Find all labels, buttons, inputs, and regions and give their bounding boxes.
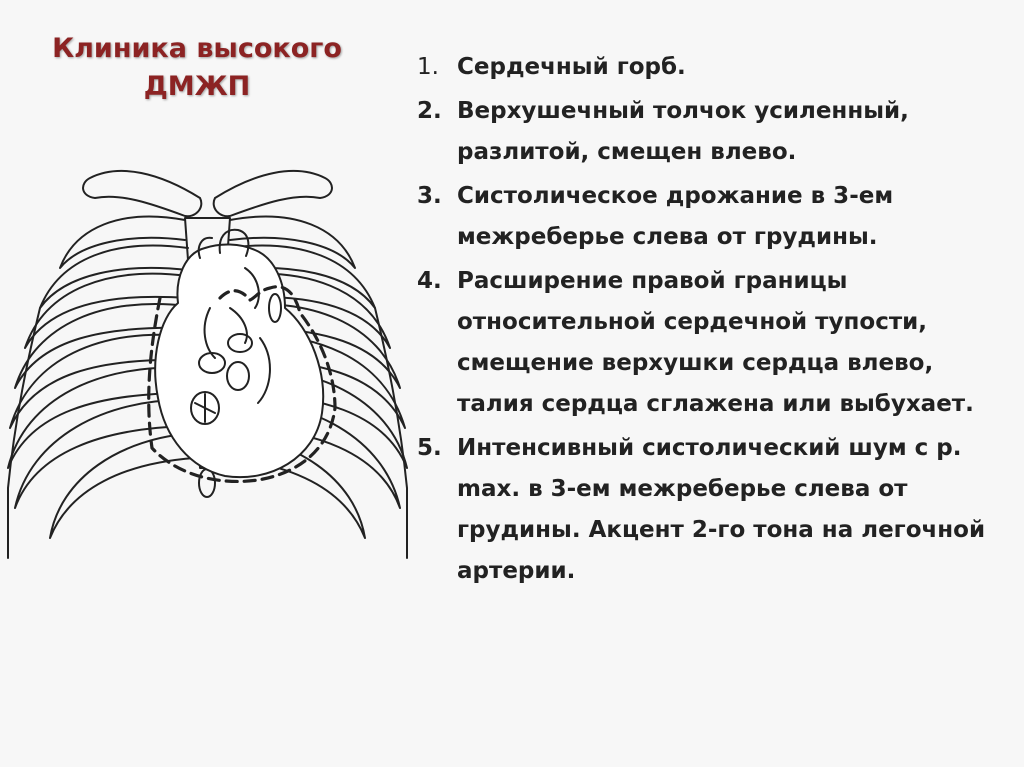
title-line-1: Клиника высокого xyxy=(52,33,342,64)
list-item xyxy=(417,47,1017,88)
item-number: 5. xyxy=(417,435,442,461)
right-clavicle xyxy=(214,171,332,216)
item-text: Систолическое дрожание в 3-ем межреберье слева от грудины. xyxy=(457,183,894,250)
findings-list xyxy=(417,47,1017,595)
item-number: 2. xyxy=(417,98,442,124)
item-text: Верхушечный толчок усиленный, разлитой, смещен влево. xyxy=(457,98,909,165)
list-item xyxy=(417,91,1017,173)
item-number: 3. xyxy=(417,183,442,209)
list-item xyxy=(417,261,1017,425)
title-line-2: ДМЖП xyxy=(143,71,251,102)
left-clavicle xyxy=(83,171,201,216)
chest-heart-illustration xyxy=(0,158,415,568)
item-number: 4. xyxy=(417,268,442,294)
list-item xyxy=(417,428,1017,592)
item-number: 1. xyxy=(417,54,439,80)
item-text: Расширение правой границы относительной сердечной тупости, смещение верхушки сердца влево, талия сердца сглажена или выбухает. xyxy=(457,268,974,417)
list-item xyxy=(417,176,1017,258)
item-text: Интенсивный систолический шум с p. max. в 3-ем межреберье слева от грудины. Акцент 2-го тона на легочной артерии. xyxy=(457,435,986,584)
item-text: Сердечный горб. xyxy=(457,54,686,80)
heart-outline xyxy=(155,244,323,477)
slide-title xyxy=(22,30,372,106)
